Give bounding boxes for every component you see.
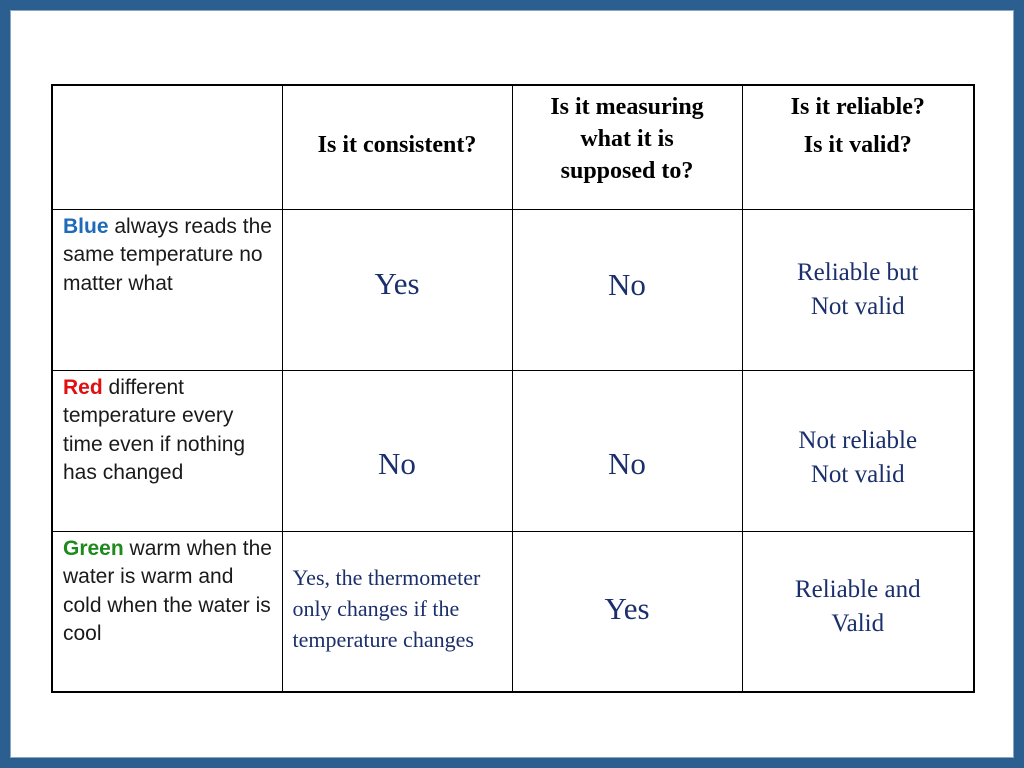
verdict-line: Not valid bbox=[810, 460, 905, 488]
consistent-answer-line: temperature changes bbox=[292, 626, 474, 652]
measuring-answer: No bbox=[608, 266, 646, 302]
header-valid: Is it valid? bbox=[803, 132, 912, 158]
verdict-line: Not valid bbox=[810, 292, 905, 320]
keyword-red: Red bbox=[63, 375, 103, 399]
consistent-answer-line: Yes, the thermometer bbox=[292, 564, 481, 590]
verdict bbox=[743, 573, 974, 641]
description-cell bbox=[52, 370, 282, 531]
measuring-cell bbox=[512, 209, 742, 370]
header-empty-cell bbox=[52, 85, 282, 209]
header-measuring bbox=[513, 91, 742, 187]
row-description bbox=[53, 532, 282, 649]
header-measuring-line: supposed to? bbox=[560, 158, 694, 184]
consistent-answer bbox=[293, 562, 516, 655]
consistent-answer: Yes bbox=[374, 265, 420, 301]
verdict-cell bbox=[742, 209, 974, 370]
row-description bbox=[53, 371, 282, 488]
table-row-red bbox=[52, 370, 974, 531]
verdict-cell bbox=[742, 370, 974, 531]
header-measuring-cell bbox=[512, 85, 742, 209]
description-cell bbox=[52, 531, 282, 692]
header-consistent: Is it consistent? bbox=[317, 132, 477, 158]
measuring-cell bbox=[512, 531, 742, 692]
header-consistent-cell bbox=[282, 85, 512, 209]
consistent-answer-line: only changes if the bbox=[292, 595, 460, 621]
verdict-line: Reliable and bbox=[794, 575, 921, 603]
reliability-validity-table bbox=[51, 84, 975, 693]
description-cell bbox=[52, 209, 282, 370]
verdict-line: Valid bbox=[831, 609, 885, 637]
description-text: always reads the same temperature no matter what bbox=[63, 214, 272, 295]
header-reliable-valid-cell bbox=[742, 85, 974, 209]
description-text: warm when the water is warm and cold when the water is cool bbox=[63, 536, 272, 645]
header-measuring-line: what it is bbox=[580, 126, 674, 152]
verdict-line: Not reliable bbox=[798, 426, 918, 454]
header-measuring-line: Is it measuring bbox=[550, 94, 704, 120]
verdict bbox=[743, 256, 974, 324]
keyword-green: Green bbox=[63, 536, 124, 560]
verdict bbox=[743, 424, 974, 492]
verdict-cell bbox=[742, 531, 974, 692]
measuring-answer: No bbox=[608, 445, 646, 481]
consistent-answer: No bbox=[378, 445, 416, 481]
keyword-blue: Blue bbox=[63, 214, 109, 238]
consistent-cell bbox=[282, 209, 512, 370]
header-row bbox=[52, 85, 974, 209]
header-reliable: Is it reliable? bbox=[790, 94, 925, 120]
verdict-line: Reliable but bbox=[797, 258, 919, 286]
row-description bbox=[53, 210, 282, 299]
measuring-cell bbox=[512, 370, 742, 531]
table-row-green bbox=[52, 531, 974, 692]
measuring-answer: Yes bbox=[604, 590, 650, 626]
consistent-cell bbox=[282, 531, 512, 692]
table-row-blue bbox=[52, 209, 974, 370]
description-text: different temperature every time even if nothing has changed bbox=[63, 375, 246, 484]
consistent-cell bbox=[282, 370, 512, 531]
